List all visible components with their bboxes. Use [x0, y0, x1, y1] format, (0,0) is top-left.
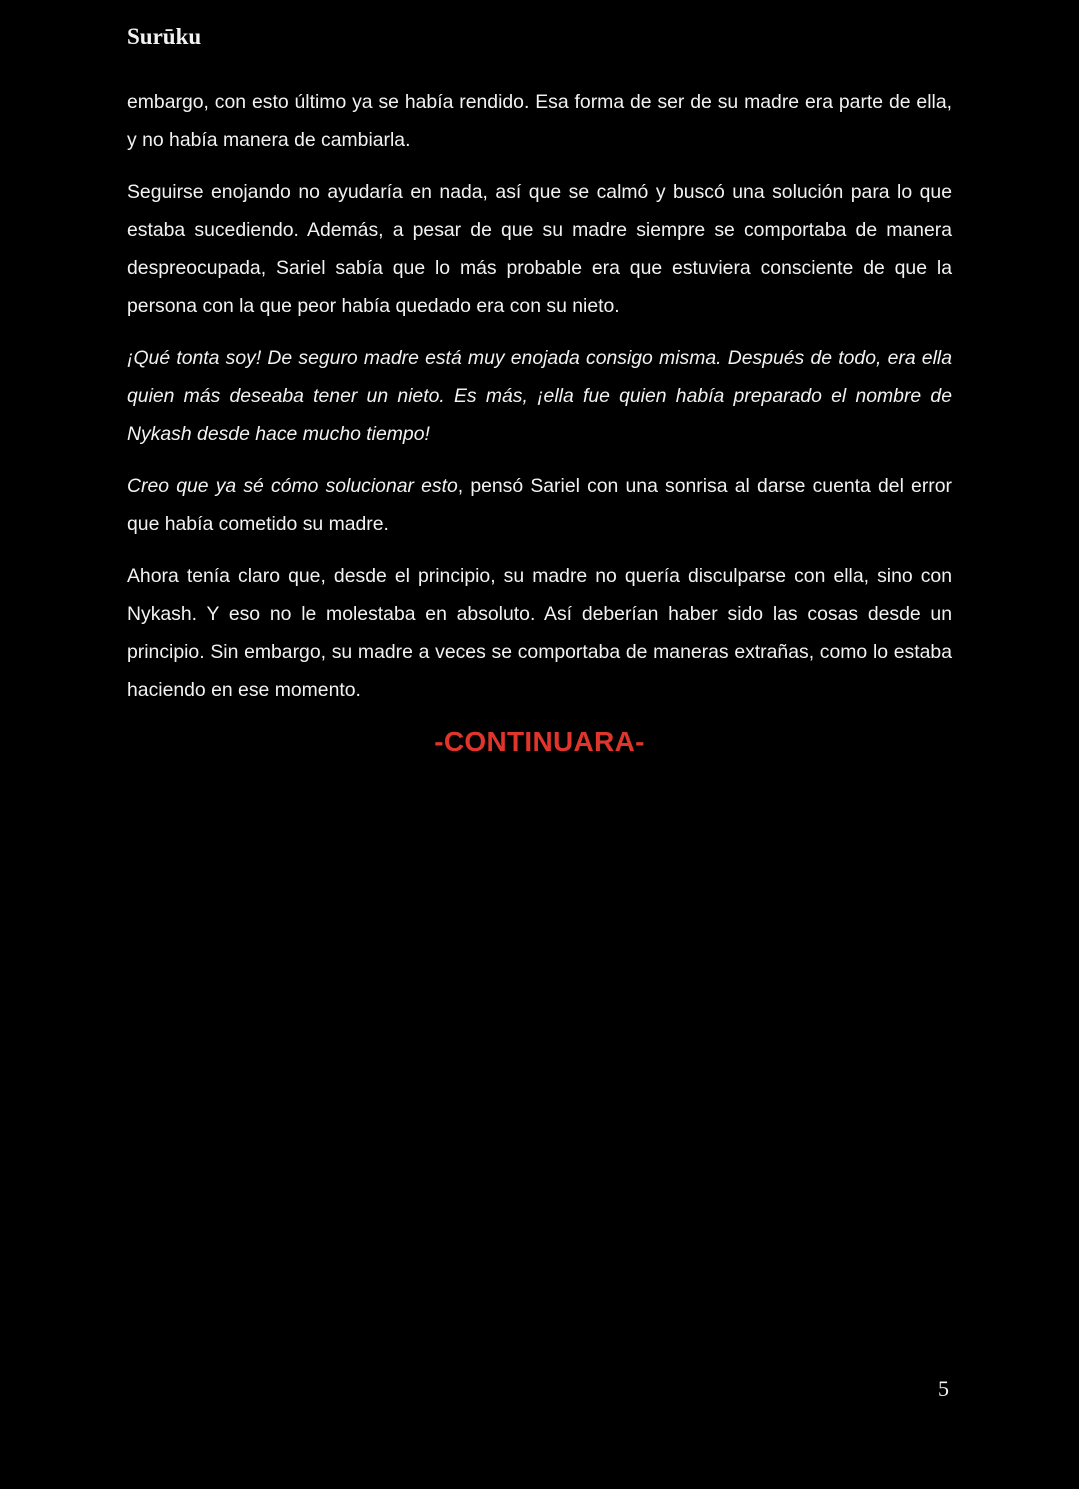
page-body: [127, 83, 952, 723]
paragraph-3-thought: ¡Qué tonta soy! De seguro madre está muy enojada consigo misma. Después de todo, era ella quien más deseaba tener un nieto. Es más, ¡ella fue quien había preparado el nombre de Nykash desde hace mucho tiempo!: [127, 347, 952, 445]
paragraph-1: embargo, con esto último ya se había rendido. Esa forma de ser de su madre era parte de ella, y no había manera de cambiarla.: [127, 91, 952, 151]
to-be-continued-label: -CONTINUARA-: [434, 726, 645, 757]
paragraph-2: Seguirse enojando no ayudaría en nada, así que se calmó y buscó una solución para lo que estaba sucediendo. Además, a pesar de que su madre siempre se comportaba de manera despreocupada, Sariel sabía que lo más probable era que estuviera consciente de que la persona con la que peor había quedado era con su nieto.: [127, 181, 952, 317]
thought-text: Creo que ya sé cómo solucionar esto: [127, 475, 458, 497]
page-number: 5: [938, 1376, 949, 1401]
paragraph-5: Ahora tenía claro que, desde el principio, su madre no quería disculparse con ella, sino con Nykash. Y eso no le molestaba en absoluto. Así deberían haber sido las cosas desde un principio. Sin embargo, su madre a veces se comportaba de maneras extrañas, como lo estaba haciendo en ese momento.: [127, 565, 952, 701]
paragraph-4: [127, 467, 952, 543]
book-title: Surūku: [127, 24, 202, 49]
narration-text: , pensó Sariel con una sonrisa al darse cuenta del error que había cometido su madre.: [127, 475, 952, 535]
